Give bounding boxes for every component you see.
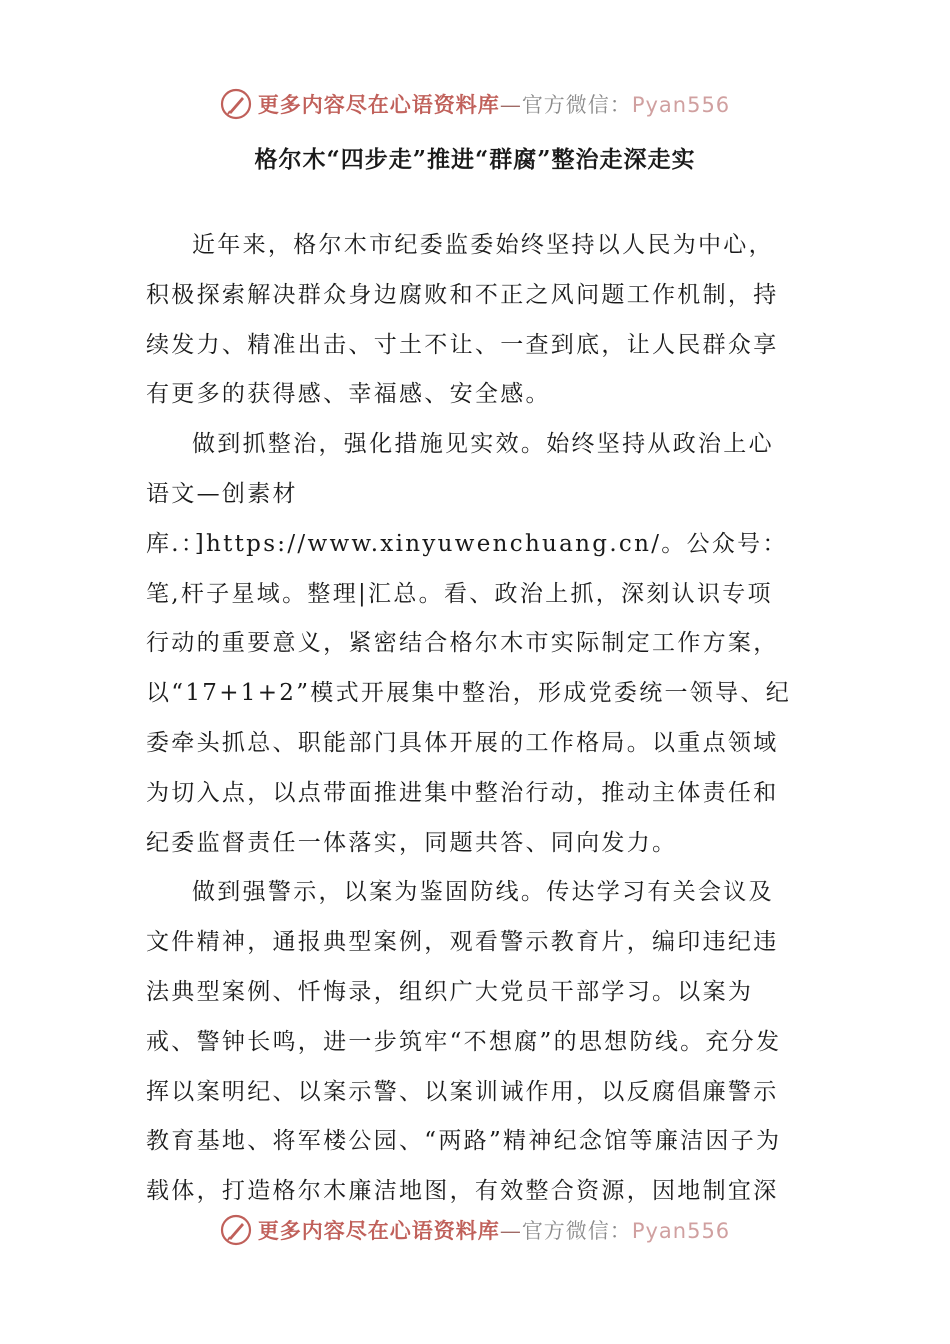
watermark-brand: 更多内容尽在心语资料库 [257, 92, 500, 117]
watermark-separator: — [499, 1219, 522, 1243]
watermark-header [0, 84, 950, 124]
watermark-brand: 更多内容尽在心语资料库 [257, 1218, 500, 1243]
watermark-text [258, 89, 730, 119]
watermark-separator: — [499, 93, 522, 117]
watermark-label: 官方微信： [521, 93, 632, 117]
watermark-wechat-id: Pyan556 [631, 1219, 731, 1243]
paragraph: 做到抓整治，强化措施见实效。始终坚持从政治上心语文—创素材库.：]https://www.xinyuwenchuang.cn/。公众号：笔,杆子星域。整理|汇总。看、政治上抓，深刻认识专项行动的重要意义，紧密结合格尔木市实际制定工作方案，以“17+1+2”模式开展集中整治，形成党委统一领导、纪委牵头抓总、职能部门具体开展的工作格局。以重点领域为切入点，以点带面推进集中整治行动，推动主体责任和纪委监督责任一体落实，同题共答、同向发力。 [146, 431, 791, 856]
paragraph: 近年来，格尔木市纪委监委始终坚持以人民为中心，积极探索解决群众身边腐败和不正之风问题工作机制，持续发力、精准出击、寸土不让、一查到底，让人民群众享有更多的获得感、幸福感、安全感。 [146, 232, 779, 408]
document-body [146, 221, 796, 1217]
watermark-footer [0, 1210, 950, 1250]
document-title: 格尔木“四步走”推进“群腐”整治走深走实 [254, 146, 696, 173]
quill-logo-icon [220, 1214, 252, 1246]
quill-logo-icon [220, 88, 252, 120]
watermark-text [258, 1215, 730, 1245]
paragraph: 做到强警示，以案为鉴固防线。传达学习有关会议及文件精神，通报典型案例，观看警示教育片，编印违纪违法典型案例、忏悔录，组织广大党员干部学习。以案为戒、警钟长鸣，进一步筑牢“不想腐”的思想防线。充分发挥以案明纪、以案示警、以案训诫作用，以反腐倡廉警示教育基地、将军楼公园、“两路”精神纪念馆等廉洁因子为载体，打造格尔木廉洁地图，有效整合资源，因地制宜深 [146, 879, 782, 1205]
watermark-label: 官方微信： [521, 1219, 632, 1243]
watermark-wechat-id: Pyan556 [631, 93, 731, 117]
